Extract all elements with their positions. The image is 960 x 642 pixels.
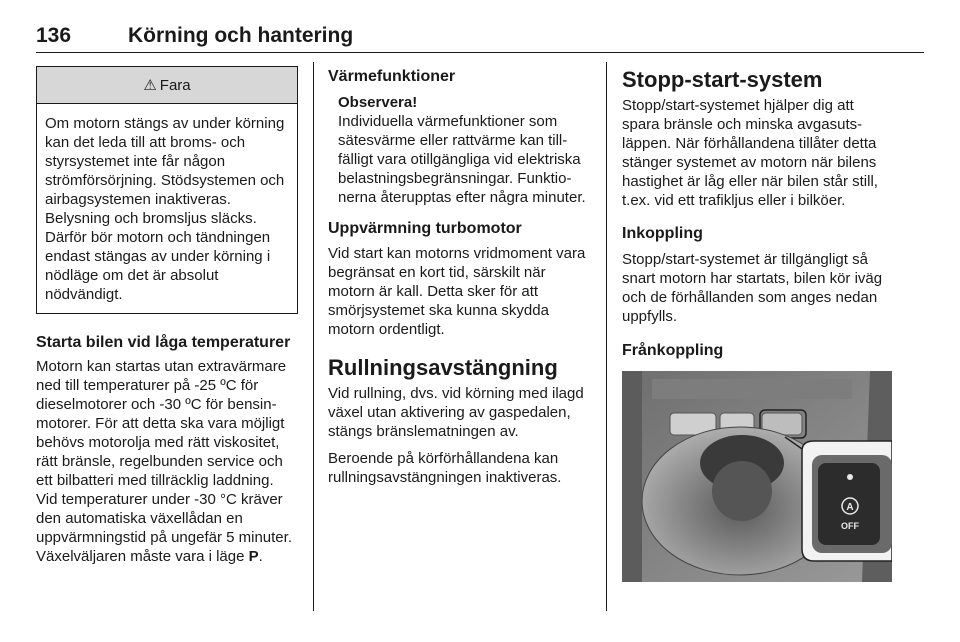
section-heading: Frånkoppling <box>622 342 724 359</box>
section-heading: Inkoppling <box>622 225 703 242</box>
note-box <box>338 93 592 207</box>
note-text: Individuella värmefunktioner som sätesvärme eller rattvärme kan tillfälligt vara otillgängliga vid elektriska belastningsbegränsningar. Funktionerna återupptas efter några minuter. <box>338 113 586 206</box>
gear-base <box>712 461 772 521</box>
paragraph: Vid start kan motorns vridmoment vara begränsat en kort tid, särskilt när motorn är kall. Detta sker för att smörjsystemet ska kunna skydda motorn ordentligt. <box>328 245 586 338</box>
console-top <box>652 379 852 399</box>
warning-title: Fara <box>159 76 191 94</box>
section-heading: Starta bilen vid låga temperaturer <box>36 334 291 351</box>
button-label: OFF <box>841 521 859 531</box>
column-1 <box>36 64 298 566</box>
warning-box <box>36 66 298 314</box>
console-side <box>622 371 642 582</box>
paragraph: Motorn kan startas utan extravärmare ned till temperaturer på -25 ºC för dieselmotorer och -30 ºC för bensinmotorer. För att detta ska vara möjligt behövs motorolja med rätt viskositet, rätt bränsle, regelbunden service och ett bilbatteri med tillräcklig laddning. Vid temperaturer under -30 °C kräver den automatiska växellådan en uppvärmningstid på ungefär 5 minuter. Växelväljaren måste vara i läge P. <box>36 358 292 565</box>
section-heading: Uppvärmning turbomotor <box>328 220 522 237</box>
page-header <box>36 22 924 53</box>
column-divider <box>606 62 607 611</box>
section-heading: Värmefunktioner <box>328 68 456 85</box>
column-divider <box>313 62 314 611</box>
console-photo <box>622 371 892 582</box>
section-heading-large: Stopp-start-system <box>622 67 823 92</box>
paragraph: Vid rullning, dvs. vid körning med ilagd växel utan aktivering av gaspedalen, stängs bränslematningen av. <box>328 385 584 440</box>
paragraph: Stopp/start-systemet är tillgängligt så snart motorn har startats, bilen kör iväg och de förhållanden som anges nedan uppfylls. <box>622 251 883 325</box>
warning-text: Om motorn stängs av under körning kan det leda till att broms- och styrsystemet inte får någon strömförsörjning. Stödsystemen och airbagsystemen inaktiveras. Belysning och bromsljus släcks. Därför bör motorn och tändningen endast stängas av under körning i nödläge om det är absolut nödvändigt. <box>45 115 285 303</box>
note-title: Observera! <box>338 94 418 111</box>
paragraph: Beroende på körförhållandena kan rullningsavstängningen inaktiveras. <box>328 450 562 486</box>
column-3 <box>622 64 890 587</box>
indicator-led <box>847 474 853 480</box>
page-number: 136 <box>36 24 72 47</box>
warning-header <box>37 67 297 104</box>
column-2 <box>328 64 592 487</box>
page-title: Körning och hantering <box>128 24 354 47</box>
auto-stop-icon-letter: A <box>846 502 854 513</box>
paragraph: Stopp/start-systemet hjälper dig att spara bränsle och minska avgasutsläppen. När förhållandena tillåter detta stänger systemet av motorn när bilens hastighet är låg eller när bilen står still, t.ex. vid ett trafikljus eller i bilköer. <box>622 97 878 209</box>
warning-triangle-icon: ⚠ <box>143 77 157 94</box>
section-heading-large: Rullningsavstängning <box>328 355 558 380</box>
gear-label: P <box>248 548 259 565</box>
